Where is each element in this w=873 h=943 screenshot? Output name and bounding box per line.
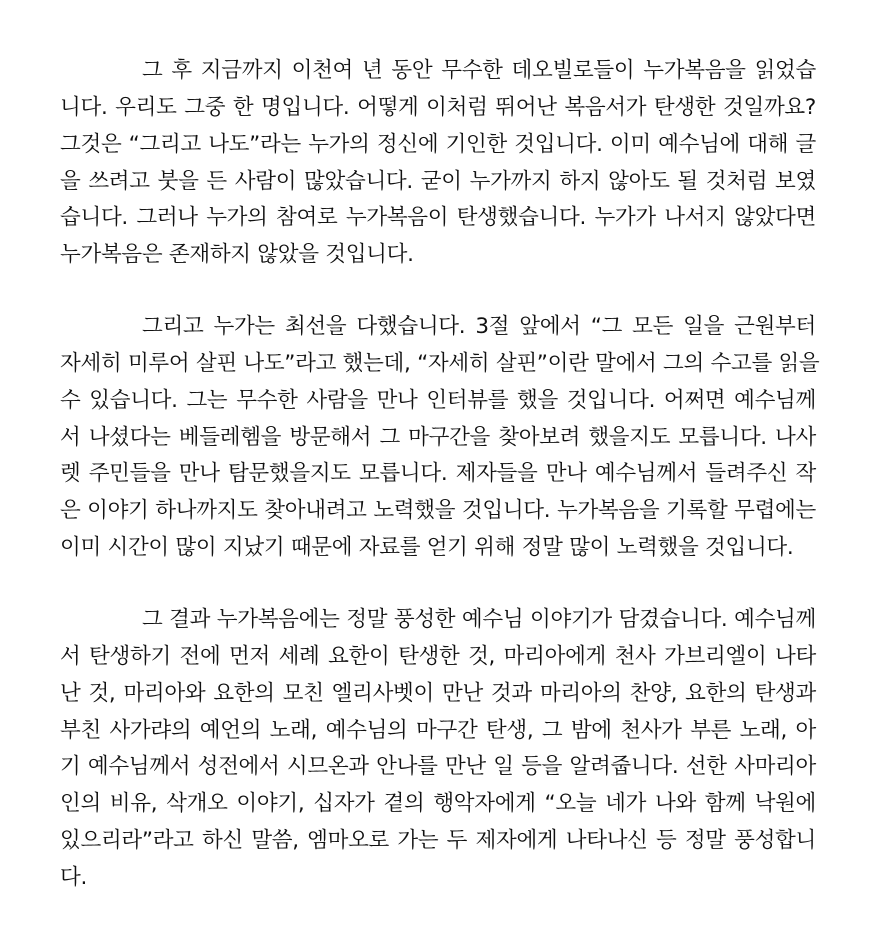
text-line: 있으리라”라고 하신 말씀, 엠마오로 가는 두 제자에게 나타나신 등 정말 풍성합니 <box>60 828 816 853</box>
text-line: 자세히 미루어 살핀 나도”라고 했는데, “자세히 살핀”이란 말에서 그의 수고를 읽을 <box>60 351 820 376</box>
text-line: 은 이야기 하나까지도 찾아내려고 노력했을 것입니다. 누가복음을 기록할 무렵에는 <box>60 498 816 523</box>
text-line: 이미 시간이 많이 지났기 때문에 자료를 얻기 위해 정말 많이 노력했을 것입니다. <box>60 535 794 560</box>
text-line: 기 예수님께서 성전에서 시므온과 안나를 만난 일 등을 알려줍니다. 선한 사마리아 <box>60 754 816 779</box>
text-line: 을 쓰려고 붓을 든 사람이 많았습니다. 굳이 누가까지 하지 않아도 될 것처럼 보였 <box>60 169 816 194</box>
text-line: 수 있습니다. 그는 무수한 사람을 만나 인터뷰를 했을 것입니다. 어쩌면 예수님께 <box>60 388 816 413</box>
text-line: 부친 사가랴의 예언의 노래, 예수님의 마구간 탄생, 그 밤에 천사가 부른 노래, 아 <box>60 718 816 743</box>
text-line: 그 결과 누가복음에는 정말 풍성한 예수님 이야기가 담겼습니다. 예수님께 <box>142 607 816 632</box>
text-line: 누가복음은 존재하지 않았을 것입니다. <box>60 242 414 267</box>
text-line: 니다. 우리도 그중 한 명입니다. 어떻게 이처럼 뛰어난 복음서가 탄생한 것일까요? <box>60 95 816 120</box>
text-line: 난 것, 마리아와 요한의 모친 엘리사벳이 만난 것과 마리아의 찬양, 요한의 탄생과 <box>60 681 816 706</box>
text-line: 그리고 누가는 최선을 다했습니다. 3절 앞에서 “그 모든 일을 근원부터 <box>142 314 816 339</box>
text-line: 습니다. 그러나 누가의 참여로 누가복음이 탄생했습니다. 누가가 나서지 않았다면 <box>60 205 816 230</box>
text-line: 그것은 “그리고 나도”라는 누가의 정신에 기인한 것입니다. 이미 예수님에 대해 글 <box>60 132 816 157</box>
text-line: 그 후 지금까지 이천여 년 동안 무수한 데오빌로들이 누가복음을 읽었습 <box>142 58 816 83</box>
text-line: 서 탄생하기 전에 먼저 세례 요한이 탄생한 것, 마리아에게 천사 가브리엘이 나타 <box>60 644 816 669</box>
text-line: 인의 비유, 삭개오 이야기, 십자가 곁의 행악자에게 “오늘 네가 나와 함께 낙원에 <box>60 791 816 816</box>
text-line: 렛 주민들을 만나 탐문했을지도 모릅니다. 제자들을 만나 예수님께서 들려주신 작 <box>60 461 816 486</box>
text-line: 다. <box>60 865 88 890</box>
text-line: 서 나셨다는 베들레헴을 방문해서 그 마구간을 찾아보려 했을지도 모릅니다. 나사 <box>60 425 816 450</box>
